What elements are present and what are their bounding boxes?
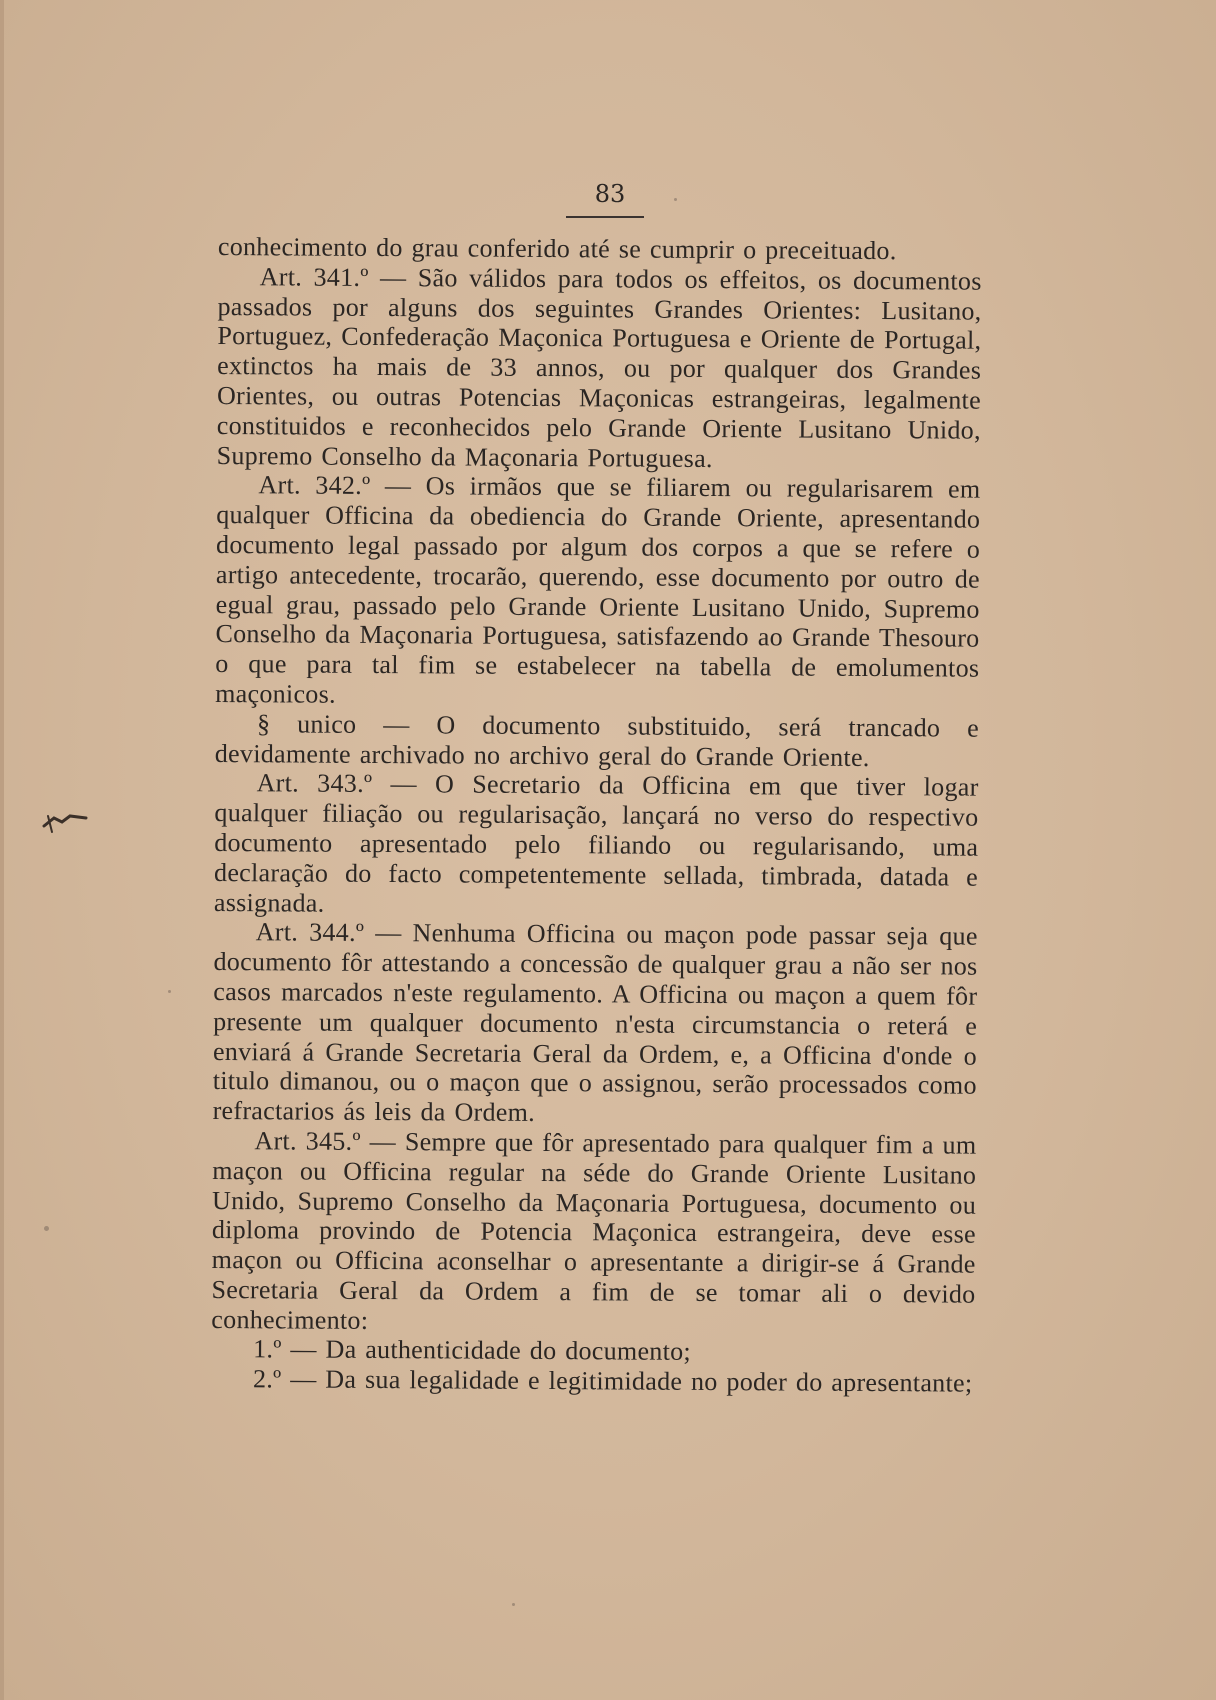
article-342: Art. 342.º — Os irmãos que se filiarem ou regularisarem em qualquer Officina da obediencia do Grande Oriente, apresentando documento legal passado por algum dos corpos a que se refere o artigo antecedente, trocarão, querendo, esse documento por outro de egual grau, passado pelo Grande Oriente Lusitano Unido, Supremo Conselho da Maçonaria Portuguesa, satisfazendo ao Grande Thesouro o que para tal fim se estabelecer na tabella de emolumentos maçonicos.	[215, 470, 981, 709]
article-344: Art. 344.º — Nenhuma Officina ou maçon pode passar seja que documento fôr attestando a concessão de qualquer grau a não ser nos casos marcados n'este regulamento. A Officina ou maçon a quem fôr presente um qualquer documento n'esta circumstancia o reterá e enviará á Grande Secretaria Geral da Ordem, e, a Officina d'onde o titulo dimanou, ou o maçon que o assignou, serão processados como refractarios ás leis da Ordem.	[212, 917, 978, 1128]
article-342-unico: § unico — O documento substituido, será trancado e devidamente archivado no archivo geral do Grande Oriente.	[214, 708, 980, 772]
paper-speck	[168, 990, 171, 993]
paragraph-continuation: conhecimento do grau conferido até se cumprir o preceituado.	[217, 232, 897, 266]
paper-speck	[512, 1603, 515, 1606]
article-345-item-1: 1.º — Da authenticidade do documento;	[253, 1334, 692, 1367]
article-341: Art. 341.º — São válidos para todos os effeitos, os documentos passados por alguns dos seguintes Grandes Orientes: Lusitano, Portuguez, Confederação Maçonica Portuguesa e Oriente de Portugal, extinctos ha mais de 33 annos, ou por qualquer dos Grandes Orientes, ou outras Potencias Maçonicas estrangeiras, legalmente constituidos e reconhecidos pelo Grande Oriente Lusitano Unido, Supremo Conselho da Maçonaria Portuguesa.	[216, 262, 982, 473]
body-text	[211, 232, 982, 1399]
article-343: Art. 343.º — O Secretario da Officina em que tiver logar qualquer filiação ou regularisação, lançará no verso do respectivo documento apresentado pelo filiando ou regularisando, uma declaração do facto competentemente sellada, timbrada, datada e assignada.	[213, 768, 979, 918]
paper-speck	[44, 1226, 49, 1231]
page-number: 83	[594, 180, 626, 208]
page-number-rule	[566, 216, 644, 218]
paper-speck	[674, 198, 677, 201]
margin-ink-mark-icon	[40, 806, 90, 836]
article-345-item-2: 2.º — Da sua legalidade e legitimidade no poder do apresentante;	[252, 1364, 973, 1398]
page-edge	[0, 0, 4, 1700]
article-345: Art. 345.º — Sempre que fôr apresentado para qualquer fim a um maçon ou Officina regular na séde do Grande Oriente Lusitano Unido, Supremo Conselho da Maçonaria Portuguesa, documento ou diploma provindo de Potencia Maçonica estrangeira, deve esse maçon ou Officina aconselhar o apresentante a dirigir-se á Grande Secretaria Geral da Ordem a fim de se tomar ali o devido conhecimento:	[211, 1126, 977, 1335]
